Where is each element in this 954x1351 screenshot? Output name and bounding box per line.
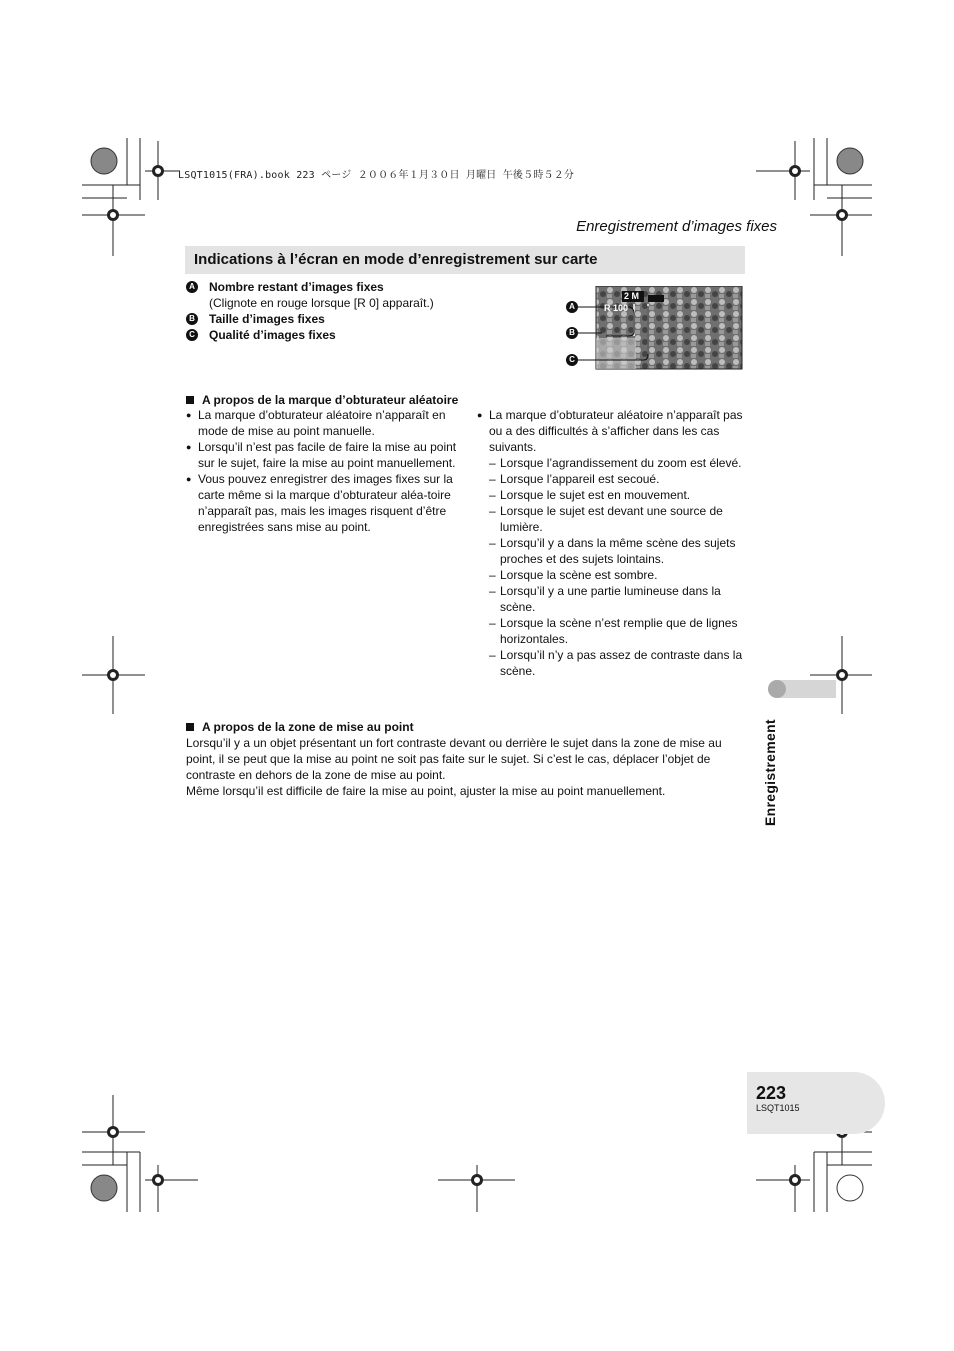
list-item: – Lorsqu’il y a une partie lumineuse dans la scène. bbox=[477, 583, 747, 615]
shutter-right-column bbox=[477, 407, 747, 679]
indicator-c-label: Qualité d’images fixes bbox=[209, 328, 336, 342]
list-item: – Lorsque le sujet est devant une source de lumière. bbox=[477, 503, 747, 535]
page-number: 223 bbox=[756, 1083, 787, 1103]
section-title-bar bbox=[185, 246, 745, 274]
focus-heading: A propos de la zone de mise au point bbox=[186, 719, 414, 735]
list-item: – Lorsqu’il y a dans la même scène des sujets proches et des sujets lointains. bbox=[477, 535, 747, 567]
marker-a-icon: A bbox=[186, 281, 198, 293]
print-header: LSQT1015(FRA).book 223 ページ ２００６年１月３０日 月曜日 午後５時５２分 bbox=[178, 170, 575, 181]
indicator-a-note: (Clignote en rouge lorsque [R 0] apparaît.) bbox=[209, 296, 434, 310]
page-code: LSQT1015 bbox=[756, 1103, 800, 1113]
indicator-a bbox=[186, 279, 566, 311]
list-item: – Lorsque le sujet est en mouvement. bbox=[477, 487, 747, 503]
indicator-a-label: Nombre restant d’images fixes bbox=[209, 280, 384, 294]
list-item: – Lorsque la scène est sombre. bbox=[477, 567, 747, 583]
marker-b-icon: B bbox=[186, 313, 198, 325]
square-bullet-icon bbox=[186, 723, 194, 731]
list-item: – Lorsqu’il n’y a pas assez de contraste dans la scène. bbox=[477, 647, 747, 679]
list-item: – Lorsque l’appareil est secoué. bbox=[477, 471, 747, 487]
indicator-c bbox=[186, 327, 566, 343]
side-tab-label-wrap bbox=[762, 706, 784, 826]
camera-screen-image bbox=[564, 286, 744, 370]
section-title: Indications à l’écran en mode d’enregistrement sur carte bbox=[194, 251, 598, 268]
running-head: Enregistrement d’images fixes bbox=[576, 218, 777, 235]
list-item: – Lorsque l’agrandissement du zoom est élevé. bbox=[477, 455, 747, 471]
shutter-right-intro-list bbox=[477, 407, 747, 455]
indicator-b-label: Taille d’images fixes bbox=[209, 312, 325, 326]
marker-c-icon: C bbox=[186, 329, 198, 341]
tab-dot-icon bbox=[768, 680, 786, 698]
square-bullet-icon bbox=[186, 396, 194, 404]
list-item: ● Lorsqu’il n’est pas facile de faire la mise au point sur le sujet, faire la mise au point manuellement. bbox=[186, 439, 468, 471]
shutter-cases-list bbox=[477, 455, 747, 679]
list-item: ● La marque d’obturateur aléatoire n’apparaît pas ou a des difficultés à s’afficher dans les cas suivants. bbox=[477, 407, 747, 455]
screen-marker-c: C bbox=[569, 355, 575, 364]
list-item: ● La marque d’obturateur aléatoire n’apparaît en mode de mise au point manuelle. bbox=[186, 407, 468, 439]
screen-marker-b: B bbox=[569, 328, 575, 337]
screen-size-readout: 2 M bbox=[624, 291, 640, 301]
focus-paragraph-1: Lorsqu’il y a un objet présentant un fort contraste devant ou derrière le sujet dans la zone de mise au point, il se peut que la mise au point ne soit pas faite sur le sujet. Si c’est le cas, déplacer l’objet de contraste en dehors de la zone de mise au point. bbox=[186, 736, 722, 782]
side-tab-label: Enregistrement bbox=[762, 719, 778, 826]
screen-marker-a: A bbox=[569, 302, 575, 311]
screen-illustration bbox=[564, 286, 744, 370]
indicator-b bbox=[186, 311, 566, 327]
shutter-heading: A propos de la marque d’obturateur aléatoire bbox=[186, 392, 458, 408]
focus-paragraph-2: Même lorsqu’il est difficile de faire la mise au point, ajuster la mise au point manuellement. bbox=[186, 784, 666, 798]
side-tab bbox=[768, 680, 836, 698]
shutter-left-list bbox=[186, 407, 468, 535]
list-item: – Lorsque la scène n’est remplie que de lignes horizontales. bbox=[477, 615, 747, 647]
indicator-legend bbox=[186, 279, 566, 343]
list-item: ● Vous pouvez enregistrer des images fixes sur la carte même si la marque d’obturateur aléa-toire n’apparaît pas, mais les images risquent d’être enregistrées sans mise au point. bbox=[186, 471, 468, 535]
screen-count-readout: R 100 bbox=[604, 303, 629, 313]
